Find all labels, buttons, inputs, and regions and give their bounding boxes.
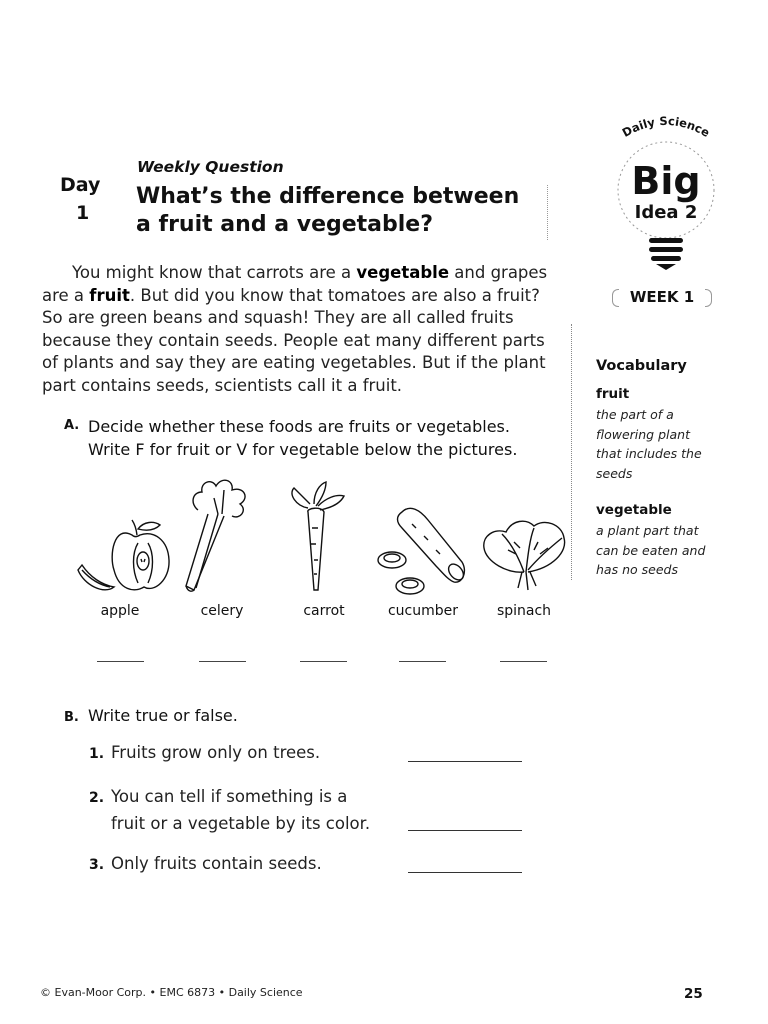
food-label-celery: celery (200, 603, 244, 619)
answer-line-celery[interactable] (199, 661, 246, 662)
question-1-answer-line[interactable] (408, 761, 522, 762)
logo-big-text: Big (631, 159, 701, 203)
intro-bold-fruit: fruit (89, 285, 130, 305)
svg-text:Daily Science (620, 114, 713, 140)
vocab-term-fruit: fruit (596, 386, 630, 402)
food-label-cucumber: cucumber (387, 603, 459, 619)
section-a-letter: A. (64, 418, 80, 433)
intro-bold-vegetable: vegetable (356, 263, 450, 282)
food-label-carrot: carrot (303, 603, 345, 619)
intro-paragraph (42, 262, 557, 397)
sidebar-divider (571, 324, 572, 580)
footer-copyright: © Evan-Moor Corp. • EMC 6873 • Daily Science (40, 986, 303, 999)
cucumber-illustration (372, 502, 472, 602)
logo-arc-text: Daily Science (619, 113, 713, 140)
week-badge (612, 286, 712, 308)
page-number: 25 (684, 986, 703, 1002)
question-2-number: 2. (89, 790, 105, 806)
answer-line-cucumber[interactable] (399, 661, 446, 662)
vocabulary-title: Vocabulary (596, 358, 687, 374)
intro-text-3: . But did you know that tomatoes are also a fruit? So are green beans and squash! They are all called fruits because they contain seeds. People eat many different parts of plants and say they are eating vegetables. But if the plant part contains seeds, scientists call it a fruit. (42, 285, 546, 395)
spinach-illustration (478, 512, 570, 594)
vocab-term-vegetable: vegetable (596, 502, 672, 518)
food-label-spinach: spinach (496, 603, 552, 619)
answer-line-carrot[interactable] (300, 661, 347, 662)
logo-idea-text: Idea 2 (634, 202, 698, 223)
question-2-text-line-1: You can tell if something is a (111, 787, 348, 806)
question-1-number: 1. (89, 746, 105, 762)
apple-illustration (74, 515, 174, 595)
title-divider (547, 185, 548, 240)
day-number: 1 (76, 202, 90, 224)
question-3-number: 3. (89, 857, 105, 873)
section-a-instructions (88, 416, 558, 461)
question-2-text-line-2: fruit or a vegetable by its color. (111, 814, 371, 833)
title-line-2: a fruit and a vegetable? (136, 212, 433, 237)
intro-text-1: You might know that carrots are a (72, 263, 357, 282)
celery-illustration (178, 470, 268, 595)
title-line-1: What’s the difference between (136, 184, 520, 209)
question-2-answer-line[interactable] (408, 830, 522, 831)
food-label-apple: apple (100, 603, 140, 619)
answer-line-spinach[interactable] (500, 661, 547, 662)
week-label: WEEK 1 (629, 288, 695, 306)
page-title (136, 183, 546, 239)
question-3-answer-line[interactable] (408, 872, 522, 873)
day-label: Day (60, 174, 101, 196)
intro-text-2: and grapes are a (42, 263, 548, 305)
weekly-question-label: Weekly Question (137, 158, 284, 176)
section-b-instructions: Write true or false. (88, 706, 238, 725)
section-a-line-2: Write F for fruit or V for vegetable below the pictures. (88, 439, 518, 459)
section-a-line-1: Decide whether these foods are fruits or vegetables. (88, 417, 510, 436)
question-3-text: Only fruits contain seeds. (111, 854, 322, 873)
answer-line-apple[interactable] (97, 661, 144, 662)
vocab-definition-fruit: the part of a flowering plant that includes the seeds (596, 407, 702, 481)
vocab-definition-vegetable: a plant part that can be eaten and has no seeds (596, 523, 706, 577)
question-1-text: Fruits grow only on trees. (111, 743, 321, 762)
carrot-illustration (278, 478, 358, 598)
section-b-letter: B. (64, 710, 79, 725)
big-idea-lightbulb-logo (596, 110, 736, 280)
